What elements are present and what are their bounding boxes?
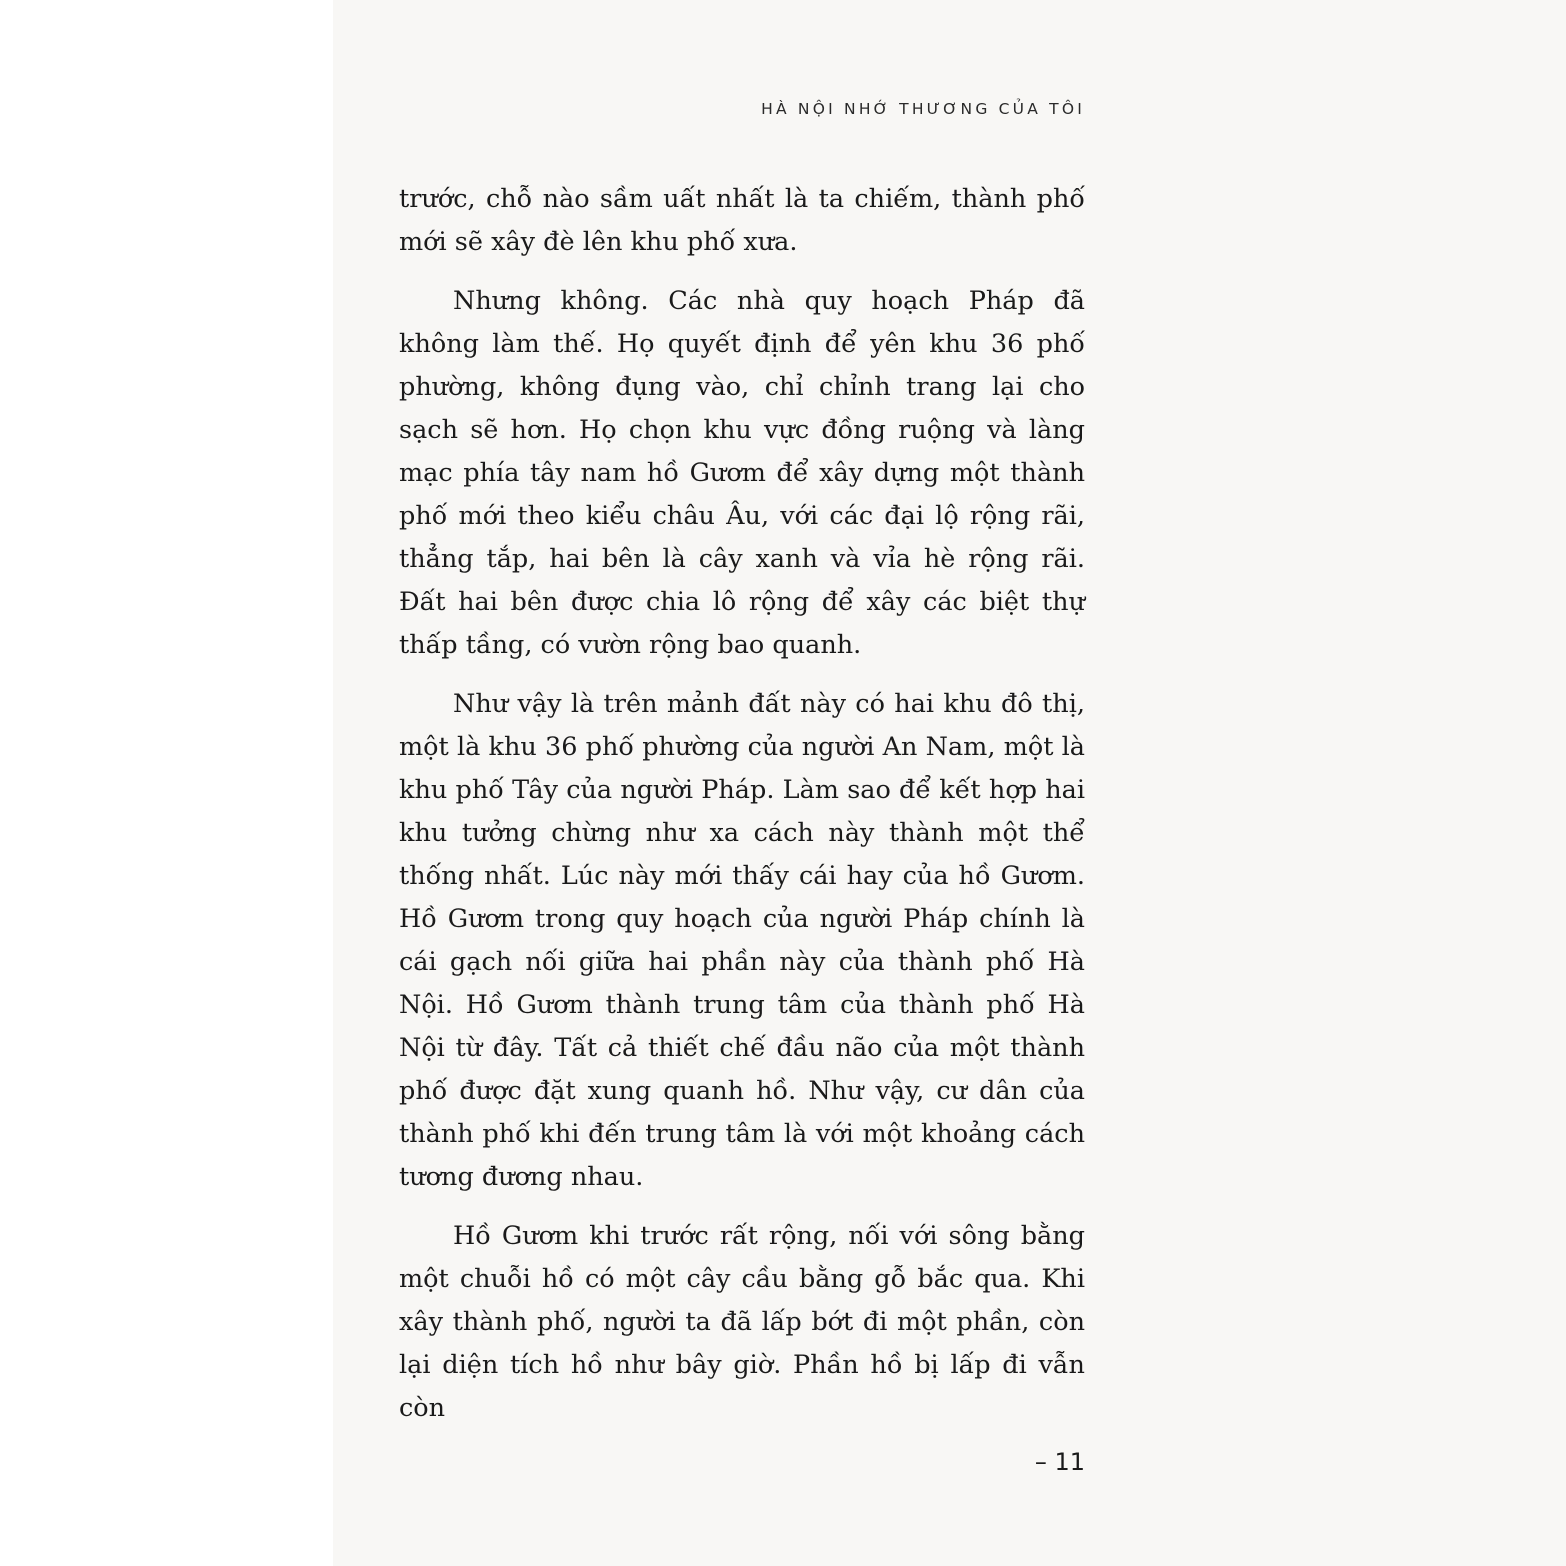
paragraph-continued: trước, chỗ nào sầm uất nhất là ta chiếm, thành phố mới sẽ xây đè lên khu phố xưa. bbox=[399, 184, 1085, 257]
paragraph: Nhưng không. Các nhà quy hoạch Pháp đã không làm thế. Họ quyết định để yên khu 36 phố phường, không đụng vào, chỉ chỉnh trang lại cho sạch sẽ hơn. Họ chọn khu vực đồng ruộng và làng mạc phía tây nam hồ Gươm để xây dựng một thành phố mới theo kiểu châu Âu, với các đại lộ rộng rãi, thẳng tắp, hai bên là cây xanh và vỉa hè rộng rãi. Đất hai bên được chia lô rộng để xây các biệt thự thấp tầng, có vườn rộng bao quanh. bbox=[399, 286, 1085, 660]
running-header: HÀ NỘI NHỚ THƯƠNG CỦA TÔI bbox=[761, 100, 1085, 118]
page-number: – 11 bbox=[1034, 1448, 1085, 1476]
body-text bbox=[399, 178, 1085, 1446]
paragraph: Hồ Gươm khi trước rất rộng, nối với sông bằng một chuỗi hồ có một cây cầu bằng gỗ bắc qua. Khi xây thành phố, người ta đã lấp bớt đi một phần, còn lại diện tích hồ như bây giờ. Phần hồ bị lấp đi vẫn còn bbox=[399, 1221, 1085, 1423]
paragraph: Như vậy là trên mảnh đất này có hai khu đô thị, một là khu 36 phố phường của người An Nam, một là khu phố Tây của người Pháp. Làm sao để kết hợp hai khu tưởng chừng như xa cách này thành một thể thống nhất. Lúc này mới thấy cái hay của hồ Gươm. Hồ Gươm trong quy hoạch của người Pháp chính là cái gạch nối giữa hai phần này của thành phố Hà Nội. Hồ Gươm thành trung tâm của thành phố Hà Nội từ đây. Tất cả thiết chế đầu não của một thành phố được đặt xung quanh hồ. Như vậy, cư dân của thành phố khi đến trung tâm là với một khoảng cách tương đương nhau. bbox=[399, 689, 1085, 1192]
